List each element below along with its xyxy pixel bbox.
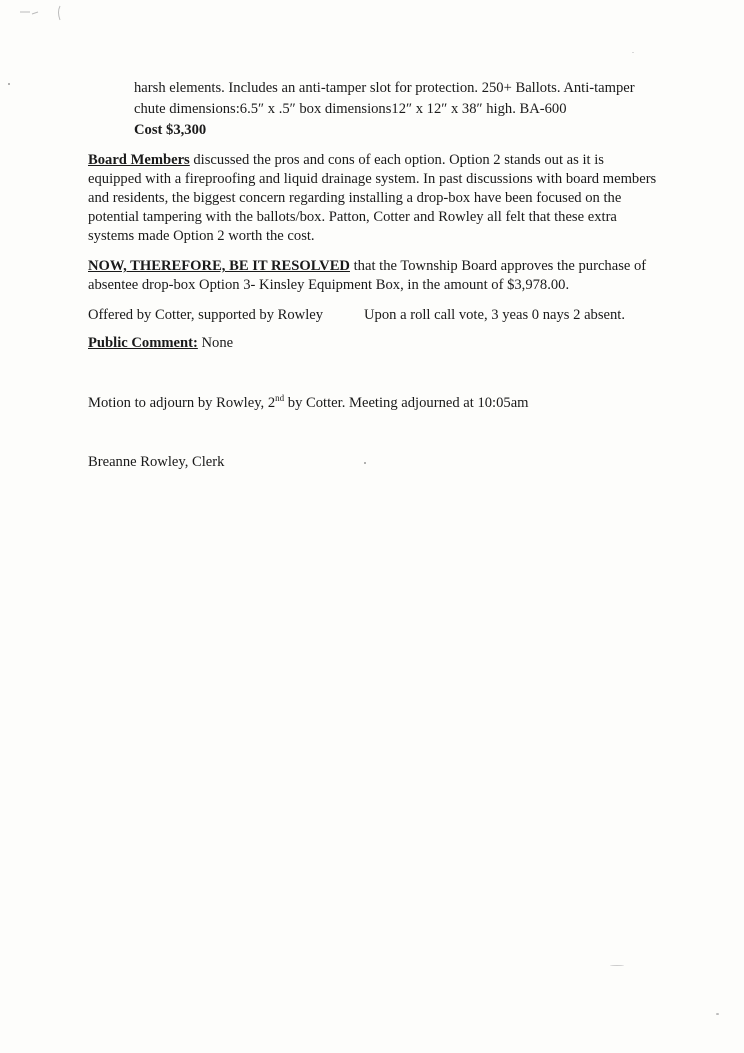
scan-mark	[0, 0, 70, 30]
adjourn-text-after: by Cotter. Meeting adjourned at 10:05am	[284, 395, 529, 411]
board-discussion-line-1	[88, 150, 604, 170]
resolution-line-1	[88, 256, 646, 276]
public-comment	[88, 333, 233, 353]
scan-speck	[8, 83, 10, 85]
board-members-heading: Board Members	[88, 152, 190, 168]
option-description-line-1: harsh elements. Includes an anti-tamper slot for protection. 250+ Ballots. Anti-tamper	[134, 80, 635, 96]
board-discussion-line-2: equipped with a fireproofing and liquid drainage system. In past discussions with board members	[88, 171, 657, 187]
scan-speck	[716, 1013, 719, 1015]
option-cost: Cost $3,300	[134, 122, 207, 138]
resolution-line-2: absentee drop-box Option 3- Kinsley Equipment Box, in the amount of $3,978.00.	[88, 277, 570, 293]
clerk-signature: Breanne Rowley, Clerk	[88, 454, 225, 470]
board-discussion-line-5: systems made Option 2 worth the cost.	[88, 228, 315, 244]
board-discussion-line-3: and residents, the biggest concern regarding installing a drop-box have been focused on the	[88, 190, 622, 206]
adjourn-text-before: Motion to adjourn by Rowley, 2	[88, 395, 276, 411]
resolution-heading: NOW, THEREFORE, BE IT RESOLVED	[88, 258, 350, 274]
scan-speck	[632, 52, 634, 53]
scan-speck	[610, 965, 624, 966]
board-discussion-text-1: discussed the pros and cons of each option. Option 2 stands out as it is	[189, 152, 604, 168]
board-discussion-line-4: potential tampering with the ballots/box. Patton, Cotter and Rowley all felt that these extra	[88, 209, 617, 225]
resolution-text-1: that the Township Board approves the purchase of	[349, 258, 647, 274]
adjourn-motion	[88, 393, 529, 413]
vote-offered: Offered by Cotter, supported by Rowley	[88, 307, 324, 323]
public-comment-text: None	[197, 335, 234, 351]
option-description-line-2: chute dimensions:6.5″ x .5″ box dimensions12″ x 12″ x 38″ high. BA-600	[134, 101, 567, 117]
vote-result: Upon a roll call vote, 3 yeas 0 nays 2 absent.	[364, 307, 625, 323]
ordinal-suffix: nd	[275, 393, 285, 404]
scan-speck	[364, 462, 366, 464]
public-comment-heading: Public Comment:	[88, 335, 198, 351]
